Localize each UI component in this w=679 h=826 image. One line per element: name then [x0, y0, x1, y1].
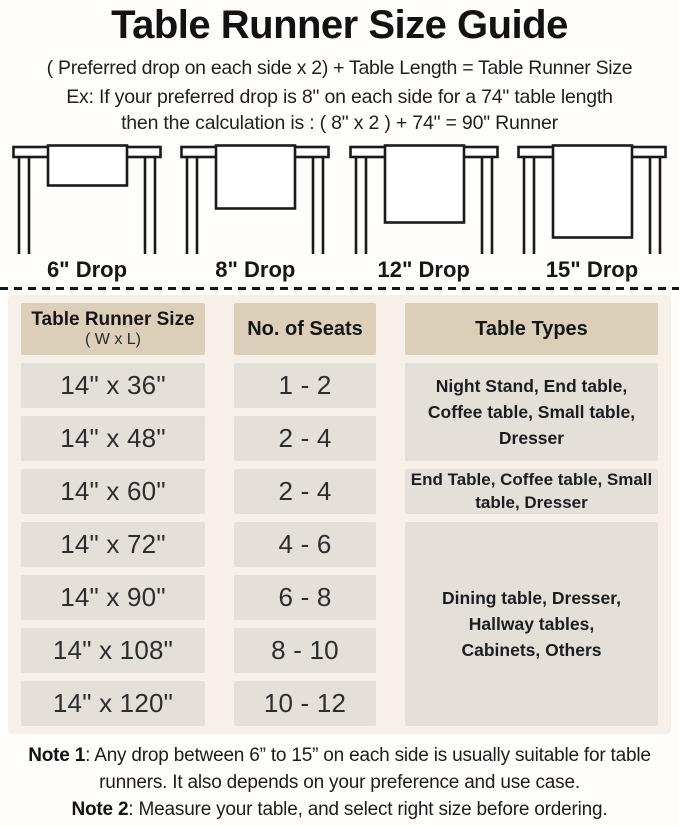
header-table-types: Table Types — [405, 303, 658, 355]
drop-illustrations — [0, 144, 679, 283]
table-runner-drawing-8in — [180, 144, 330, 254]
drop-panel-6in — [12, 144, 162, 283]
seats-cell-2-4b: 2 - 4 — [234, 469, 376, 514]
header-seats: No. of Seats — [234, 303, 376, 355]
size-guide-table — [8, 295, 671, 734]
table-types-group-1-text: Night Stand, End table, Coffee table, Small table, Dresser — [427, 375, 636, 449]
runner-rect — [385, 146, 464, 223]
drop-label-15in: 15" Drop — [545, 257, 639, 282]
size-cell-14x90: 14" x 90" — [21, 575, 205, 620]
size-guide-page — [0, 3, 679, 826]
dashed-divider — [0, 287, 679, 290]
size-cell-14x108: 14" x 108" — [21, 628, 205, 673]
example-line-2: then the calculation is : ( 8" x 2 ) + 74" = 90" Runner — [121, 112, 558, 134]
table-types-group-2-text: End Table, Coffee table, Small table, Dresser — [410, 469, 653, 512]
drop-label-6in: 6" Drop — [46, 257, 128, 282]
size-cell-14x36: 14" x 36" — [21, 363, 205, 408]
seats-cell-10-12: 10 - 12 — [234, 681, 376, 726]
note-2 — [2, 797, 677, 824]
page-title: Table Runner Size Guide — [111, 3, 568, 47]
header-runner-size — [21, 303, 205, 355]
size-cell-14x120: 14" x 120" — [21, 681, 205, 726]
runner-rect — [216, 146, 295, 209]
drop-label-8in: 8" Drop — [215, 257, 296, 282]
drop-panel-8in — [180, 144, 330, 283]
note-2-label: Note 2 — [71, 798, 129, 820]
drop-label-12in: 12" Drop — [377, 257, 470, 282]
table-types-group-1 — [405, 363, 658, 461]
seats-cell-8-10: 8 - 10 — [234, 628, 376, 673]
header-runner-size-sub: ( W x L) — [85, 330, 141, 348]
seats-cell-1-2: 1 - 2 — [234, 363, 376, 408]
seats-cell-6-8: 6 - 8 — [234, 575, 376, 620]
size-cell-14x60: 14" x 60" — [21, 469, 205, 514]
seats-cell-4-6: 4 - 6 — [234, 522, 376, 567]
table-types-group-3 — [405, 522, 658, 726]
header-runner-size-title: Table Runner Size — [31, 308, 195, 330]
example-line-1: Ex: If your preferred drop is 8" on each side for a 74" table length — [66, 86, 613, 108]
table-types-group-3-text: Dining table, Dresser, Hallway tables, Cabinets, Others — [442, 587, 621, 661]
size-cell-14x72: 14" x 72" — [21, 522, 205, 567]
notes-section — [0, 743, 679, 824]
size-cell-14x48: 14" x 48" — [21, 416, 205, 461]
table-types-group-2 — [405, 469, 658, 514]
note-1-label: Note 1 — [28, 745, 86, 766]
table-runner-drawing-6in — [12, 144, 162, 254]
runner-rect — [48, 146, 127, 186]
table-runner-drawing-12in — [349, 144, 499, 254]
seats-cell-2-4a: 2 - 4 — [234, 416, 376, 461]
drop-panel-12in — [349, 144, 499, 283]
runner-rect — [553, 146, 632, 238]
drop-panel-15in — [517, 144, 667, 283]
note-1-text: : Any drop between 6” to 15” on each side is usually suitable for table runners. It also depends on your preference and use case. — [85, 745, 651, 793]
formula-text: ( Preferred drop on each side x 2) + Table Length = Table Runner Size — [46, 57, 633, 79]
note-1 — [2, 743, 677, 797]
note-2-text: : Measure your table, and select right size before ordering. — [128, 798, 608, 820]
table-runner-drawing-15in — [517, 144, 667, 254]
